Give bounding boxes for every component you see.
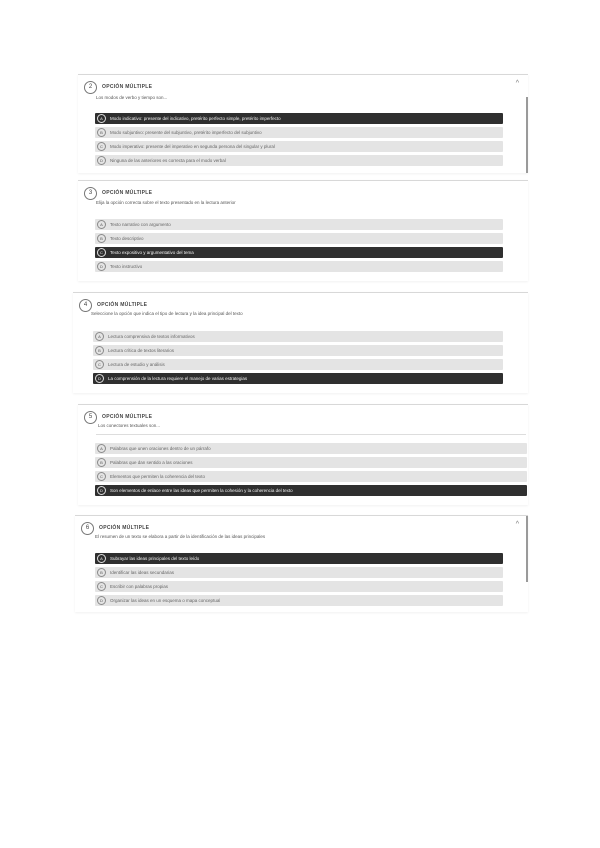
- answer-option[interactable]: [95, 247, 503, 258]
- answer-option[interactable]: [95, 443, 527, 454]
- question-prompt: Los modos de verbo y tiempo son...: [96, 95, 168, 100]
- question-card: [78, 180, 528, 281]
- option-text: Escribir con palabras propias: [110, 584, 169, 589]
- option-letter: C: [97, 142, 106, 151]
- answer-option[interactable]: [95, 595, 503, 606]
- option-text: Identificar las ideas secundarias: [110, 570, 175, 575]
- option-text: Texto descriptivo: [110, 236, 144, 241]
- option-text: Modo subjuntivo: presente del subjuntivo, pretérito imperfecto del subjuntivo: [110, 130, 262, 135]
- option-letter: D: [97, 596, 106, 605]
- answer-option[interactable]: [93, 331, 503, 342]
- answer-options: [95, 553, 503, 606]
- option-letter: C: [97, 248, 106, 257]
- answer-option[interactable]: [95, 219, 503, 230]
- option-text: Ninguna de las anteriores es correcta para el modo verbal: [110, 158, 226, 163]
- answer-option[interactable]: [95, 127, 503, 138]
- option-letter: D: [97, 262, 106, 271]
- option-text: Modo indicativo: presente del indicativo, pretérito perfecto simple, pretérito imperfecto: [110, 116, 281, 121]
- question-prompt: Elija la opción correcta sobre el texto presentado en la lectura anterior: [96, 200, 236, 205]
- question-number: 3: [84, 187, 97, 200]
- question-type: OPCIÓN MÚLTIPLE: [99, 525, 150, 531]
- option-letter: B: [97, 234, 106, 243]
- question-header: [79, 298, 147, 312]
- option-letter: B: [97, 458, 106, 467]
- option-letter: D: [97, 486, 106, 495]
- option-text: Elementos que permiten la coherencia del texto: [110, 474, 206, 479]
- question-number: 2: [84, 81, 97, 94]
- option-letter: A: [97, 444, 106, 453]
- answer-option[interactable]: [95, 457, 527, 468]
- question-prompt: Los conectores textuales son...: [98, 423, 161, 428]
- question-card: [73, 292, 528, 393]
- option-letter: A: [97, 220, 106, 229]
- option-text: Lectura de estudio y análisis: [108, 362, 165, 367]
- question-type: OPCIÓN MÚLTIPLE: [102, 84, 153, 90]
- question-card: [78, 74, 528, 173]
- scrollbar[interactable]: [526, 516, 528, 582]
- answer-option[interactable]: [95, 567, 503, 578]
- answer-option[interactable]: [95, 155, 503, 166]
- option-letter: B: [97, 568, 106, 577]
- question-number: 6: [81, 522, 94, 535]
- question-card: [75, 515, 528, 612]
- option-text: Organizar las ideas en un esquema o mapa conceptual: [110, 598, 221, 603]
- option-letter: D: [95, 374, 104, 383]
- answer-option[interactable]: [95, 141, 503, 152]
- chevron-up-icon[interactable]: ^: [515, 80, 519, 87]
- answer-option[interactable]: [95, 485, 527, 496]
- question-header: [84, 80, 152, 94]
- question-number: 5: [84, 411, 97, 424]
- option-letter: A: [97, 114, 106, 123]
- answer-option[interactable]: [95, 261, 503, 272]
- answer-options: [93, 331, 503, 384]
- option-letter: C: [97, 582, 106, 591]
- answer-options: [95, 113, 503, 166]
- option-text: Texto narrativo con argumento: [110, 222, 171, 227]
- scrollbar[interactable]: [526, 97, 528, 173]
- answer-option[interactable]: [95, 113, 503, 124]
- option-letter: C: [97, 472, 106, 481]
- answer-options: [95, 443, 527, 496]
- question-number: 4: [79, 299, 92, 312]
- question-card: [78, 404, 528, 505]
- option-text: Son elementos de enlace entre las ideas que permiten la cohesión y la coherencia del texto: [110, 488, 293, 493]
- question-header: [81, 521, 149, 535]
- option-text: Palabras que dan sentido a las oraciones: [110, 460, 193, 465]
- question-type: OPCIÓN MÚLTIPLE: [97, 302, 148, 308]
- option-text: Lectura crítica de textos literarios: [108, 348, 175, 353]
- option-letter: A: [97, 554, 106, 563]
- option-text: Lectura comprensiva de textos informativos: [108, 334, 195, 339]
- question-type: OPCIÓN MÚLTIPLE: [102, 190, 153, 196]
- option-text: Texto instructivo: [110, 264, 143, 269]
- question-prompt: El resumen de un texto se elabora a partir de la identificación de las ideas principales: [95, 534, 266, 539]
- option-letter: C: [95, 360, 104, 369]
- question-header: [84, 186, 152, 200]
- answer-option[interactable]: [95, 553, 503, 564]
- question-header: [84, 410, 152, 424]
- option-text: La comprensión de la lectura requiere el manejo de varias estrategias: [108, 376, 248, 381]
- option-letter: B: [95, 346, 104, 355]
- option-text: Subrayar las ideas principales del texto leído: [110, 556, 200, 561]
- chevron-up-icon[interactable]: ^: [515, 521, 519, 528]
- option-text: Texto expositivo y argumentativo del tema: [110, 250, 194, 255]
- answer-option[interactable]: [95, 471, 527, 482]
- divider: [96, 434, 526, 435]
- option-text: Modo imperativo: presente del imperativo en segunda persona del singular y plural: [110, 144, 275, 149]
- answer-options: [95, 219, 503, 272]
- question-type: OPCIÓN MÚLTIPLE: [102, 414, 153, 420]
- answer-option[interactable]: [93, 359, 503, 370]
- option-text: Palabras que unen oraciones dentro de un párrafo: [110, 446, 211, 451]
- question-prompt: Seleccione la opción que indica el tipo de lectura y la idea principal del texto: [91, 311, 243, 316]
- option-letter: B: [97, 128, 106, 137]
- answer-option[interactable]: [93, 345, 503, 356]
- answer-option[interactable]: [95, 233, 503, 244]
- answer-option[interactable]: [93, 373, 503, 384]
- option-letter: A: [95, 332, 104, 341]
- answer-option[interactable]: [95, 581, 503, 592]
- option-letter: D: [97, 156, 106, 165]
